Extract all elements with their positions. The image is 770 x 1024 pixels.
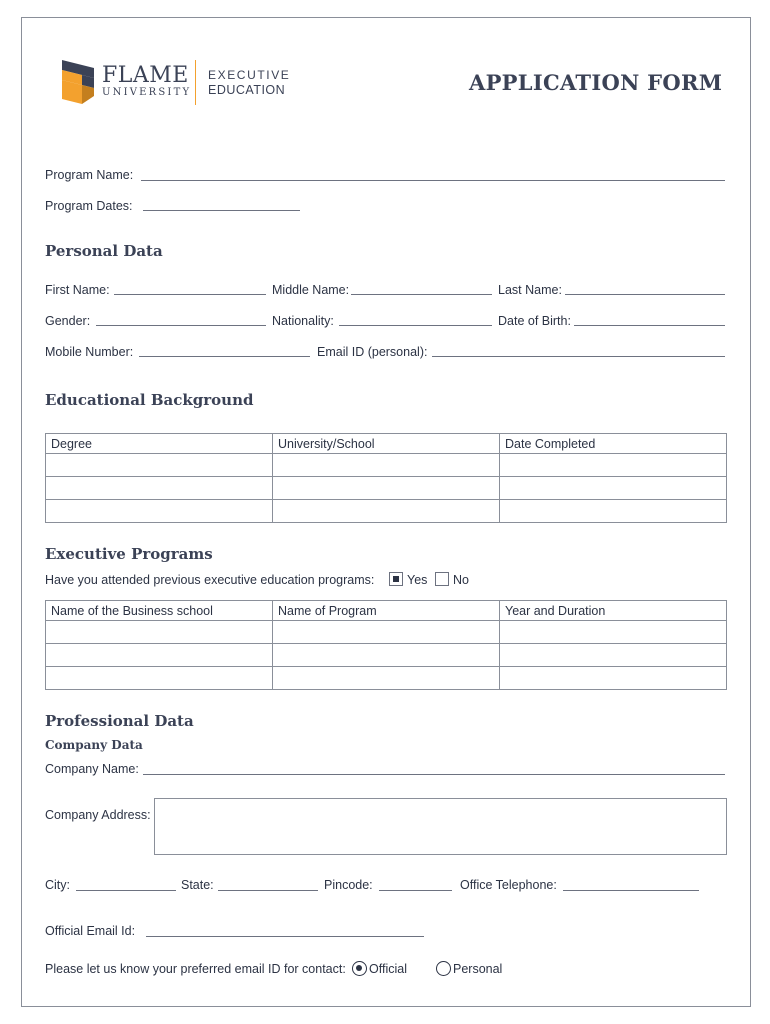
logo-divider xyxy=(195,60,196,105)
gender-field[interactable] xyxy=(96,325,266,326)
flame-logo-mark-icon xyxy=(60,58,96,106)
application-form-page xyxy=(21,17,751,1007)
table-cell[interactable] xyxy=(46,621,273,644)
state-field[interactable] xyxy=(218,890,318,891)
no-checkbox[interactable] xyxy=(435,572,449,586)
last-name-field[interactable] xyxy=(565,294,725,295)
table-row xyxy=(46,667,727,690)
table-row xyxy=(46,454,727,477)
table-cell[interactable] xyxy=(500,644,727,667)
personal-radio-label: Personal xyxy=(453,962,503,976)
table-cell[interactable] xyxy=(46,500,273,523)
col-university: University/School xyxy=(273,434,500,454)
program-dates-label: Program Dates: xyxy=(45,199,133,213)
official-email-label: Official Email Id: xyxy=(45,924,136,938)
office-telephone-label: Office Telephone: xyxy=(460,878,557,892)
personal-data-heading: Personal Data xyxy=(45,242,163,260)
table-cell[interactable] xyxy=(273,621,500,644)
table-cell[interactable] xyxy=(273,500,500,523)
education-table xyxy=(45,433,727,523)
pincode-label: Pincode: xyxy=(324,878,373,892)
logo-education: EDUCATION xyxy=(208,83,286,97)
state-label: State: xyxy=(181,878,214,892)
table-cell[interactable] xyxy=(46,644,273,667)
executive-programs-heading: Executive Programs xyxy=(45,545,213,563)
company-address-label: Company Address: xyxy=(45,808,151,822)
official-radio-label: Official xyxy=(369,962,407,976)
table-row xyxy=(46,477,727,500)
table-cell[interactable] xyxy=(46,477,273,500)
col-date-completed: Date Completed xyxy=(500,434,727,454)
city-field[interactable] xyxy=(76,890,176,891)
nationality-label: Nationality: xyxy=(272,314,334,328)
table-row xyxy=(46,500,727,523)
mobile-field[interactable] xyxy=(139,356,310,357)
table-row xyxy=(46,621,727,644)
company-name-label: Company Name: xyxy=(45,762,139,776)
preferred-email-question: Please let us know your preferred email ID for contact: xyxy=(45,962,346,976)
table-cell[interactable] xyxy=(500,500,727,523)
first-name-field[interactable] xyxy=(114,294,266,295)
table-cell[interactable] xyxy=(500,454,727,477)
last-name-label: Last Name: xyxy=(498,283,562,297)
email-personal-field[interactable] xyxy=(432,356,725,357)
table-cell[interactable] xyxy=(273,644,500,667)
personal-radio[interactable] xyxy=(436,961,451,976)
program-dates-field[interactable] xyxy=(143,210,300,211)
pincode-field[interactable] xyxy=(379,890,452,891)
table-header-row xyxy=(46,601,727,621)
company-data-subheading: Company Data xyxy=(45,738,143,752)
executive-programs-table xyxy=(45,600,727,690)
col-business-school: Name of the Business school xyxy=(46,601,273,621)
gender-label: Gender: xyxy=(45,314,91,328)
education-heading: Educational Background xyxy=(45,391,254,409)
city-label: City: xyxy=(45,878,70,892)
email-personal-label: Email ID (personal): xyxy=(317,345,428,359)
dob-label: Date of Birth: xyxy=(498,314,571,328)
table-cell[interactable] xyxy=(273,477,500,500)
table-cell[interactable] xyxy=(500,621,727,644)
table-cell[interactable] xyxy=(46,454,273,477)
middle-name-field[interactable] xyxy=(351,294,492,295)
program-name-field[interactable] xyxy=(141,180,725,181)
yes-label: Yes xyxy=(407,573,428,587)
flame-logo xyxy=(60,58,96,106)
no-label: No xyxy=(453,573,469,587)
nationality-field[interactable] xyxy=(339,325,492,326)
table-row xyxy=(46,644,727,667)
logo-university: UNIVERSITY xyxy=(102,87,192,98)
previous-programs-question: Have you attended previous executive education programs: xyxy=(45,573,375,587)
official-email-field[interactable] xyxy=(146,936,424,937)
table-header-row xyxy=(46,434,727,454)
col-year-duration: Year and Duration xyxy=(500,601,727,621)
company-address-field[interactable] xyxy=(154,798,727,855)
col-degree: Degree xyxy=(46,434,273,454)
company-name-field[interactable] xyxy=(143,774,725,775)
professional-data-heading: Professional Data xyxy=(45,712,194,730)
dob-field[interactable] xyxy=(574,325,725,326)
table-cell[interactable] xyxy=(273,667,500,690)
official-radio[interactable] xyxy=(352,961,367,976)
table-cell[interactable] xyxy=(500,477,727,500)
logo-name: FLAME xyxy=(102,63,189,88)
program-name-label: Program Name: xyxy=(45,168,134,182)
table-cell[interactable] xyxy=(273,454,500,477)
table-cell[interactable] xyxy=(500,667,727,690)
logo-executive: EXECUTIVE xyxy=(208,68,291,82)
table-cell[interactable] xyxy=(46,667,273,690)
office-telephone-field[interactable] xyxy=(563,890,699,891)
form-title: APPLICATION FORM xyxy=(469,70,723,95)
first-name-label: First Name: xyxy=(45,283,110,297)
mobile-label: Mobile Number: xyxy=(45,345,134,359)
middle-name-label: Middle Name: xyxy=(272,283,350,297)
col-program-name: Name of Program xyxy=(273,601,500,621)
yes-checkbox[interactable] xyxy=(389,572,403,586)
